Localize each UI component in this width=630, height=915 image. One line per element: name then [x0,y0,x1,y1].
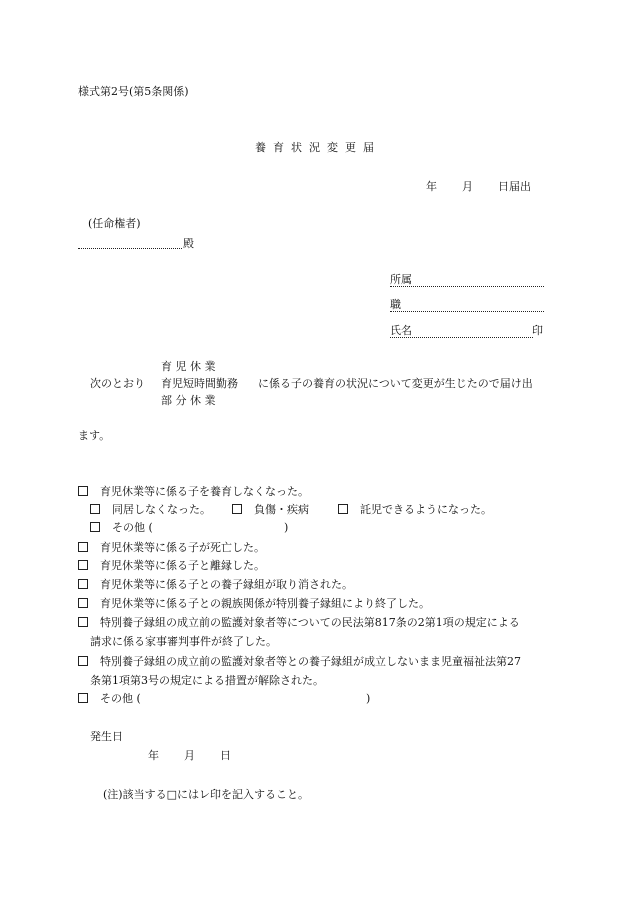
date-month[interactable]: 月 [462,180,473,193]
appointer-field[interactable] [78,248,182,249]
checkbox[interactable] [78,598,88,608]
checkbox[interactable] [232,504,242,514]
sub-item[interactable]: 同居しなくなった。 [90,503,211,517]
list-item[interactable]: 特別養子縁組の成立前の監護対象者等についての民法第817条の2第1項の規定による [78,616,520,630]
affiliation-label: 所属 [390,273,412,286]
leave-type-partial: 部 分 休 業 [161,394,216,407]
list-item-continuation: 請求に係る家事審判事件が終了した。 [90,635,277,648]
honorific: 殿 [183,237,194,250]
leave-type-short-hours: 育児短時間勤務 [161,377,238,390]
list-item[interactable]: 育児休業等に係る子を養育しなくなった。 [78,485,309,499]
note: (注)該当する□にはレ印を記入すること。 [103,788,309,801]
name-field[interactable] [390,337,533,338]
checkbox[interactable] [78,542,88,552]
occurrence-year[interactable]: 年 [148,749,159,762]
checkbox[interactable] [90,504,100,514]
appointer-label: (任命権者) [88,217,141,230]
occurrence-label: 発生日 [90,730,123,743]
affiliation-field[interactable] [390,286,544,287]
page-title: 養育状況変更届 [255,141,381,154]
checkbox[interactable] [78,560,88,570]
form-number: 様式第2号(第5条関係) [78,85,189,98]
checkbox[interactable] [338,504,348,514]
list-item-continuation: 条第1項第3号の規定による措置が解除された。 [90,674,324,687]
checkbox[interactable] [78,486,88,496]
seal-mark: 印 [532,324,543,337]
sub-item[interactable]: その他 ( [90,521,153,535]
list-item[interactable]: 育児休業等に係る子との親族関係が特別養子縁組により終了した。 [78,597,430,611]
leave-type-childcare: 育 児 休 業 [161,360,216,373]
occurrence-month[interactable]: 月 [184,749,195,762]
list-item[interactable]: 育児休業等に係る子との養子縁組が取り消された。 [78,578,353,592]
sub-other-close: ) [284,521,289,534]
list-item[interactable]: 育児休業等に係る子と離縁した。 [78,559,265,573]
intro-prefix: 次のとおり [90,377,145,390]
position-field[interactable] [390,311,544,312]
date-day-submitted[interactable]: 日届出 [498,180,531,193]
list-item[interactable]: 特別養子縁組の成立前の監護対象者等との養子縁組が成立しないまま児童福祉法第27 [78,655,521,669]
sub-item[interactable]: 負傷・疾病 [232,503,309,517]
intro-continuation: ます。 [78,429,111,442]
other-close: ) [366,692,371,705]
list-item[interactable]: 育児休業等に係る子が死亡した。 [78,541,265,555]
checkbox[interactable] [90,522,100,532]
checkbox[interactable] [78,656,88,666]
occurrence-day[interactable]: 日 [220,749,231,762]
list-item[interactable]: その他 ( [78,692,141,706]
sub-item[interactable]: 託児できるようになった。 [338,503,492,517]
date-year[interactable]: 年 [426,180,437,193]
intro-suffix: に係る子の養育の状況について変更が生じたので届け出 [258,377,533,390]
checkbox[interactable] [78,579,88,589]
name-label: 氏名 [390,324,412,337]
position-label: 職 [390,298,401,311]
checkbox[interactable] [78,617,88,627]
checkbox[interactable] [78,693,88,703]
